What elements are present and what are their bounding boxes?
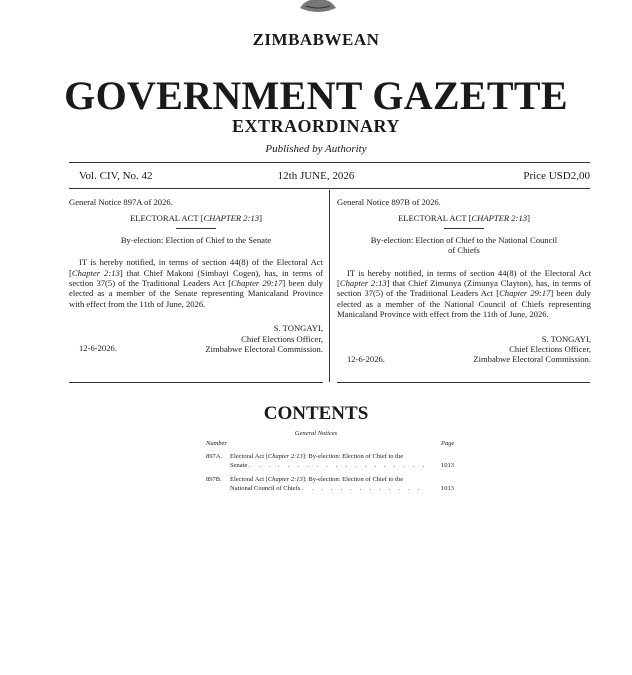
coat-of-arms-icon xyxy=(296,0,340,14)
notice-body: IT is hereby notified, in terms of section 44(8) of the Electoral Act [Chapter 2:13] that Chief Zimunya (Zimunya Clayton), has, in terms of section 37(5) of the Traditional Leaders Act [Chapter 29:17] been duly elected as a member of the National Council of Chiefs representing Manicaland Province with effect from the 11th of June, 2026. xyxy=(337,267,591,320)
column-b-end-rule xyxy=(337,382,590,383)
leader-dots: . . . . . . . . . . . . . . . . . . . . xyxy=(230,462,428,478)
notice-subject: By-election: Election of Chief to the National Council of Chiefs xyxy=(370,234,558,256)
notice-date: 12-6-2026. xyxy=(347,353,385,364)
contents-section: General Notices xyxy=(294,430,338,437)
publication-authority: Published by Authority xyxy=(265,143,367,155)
entry-page: 1013 xyxy=(441,462,454,469)
signatory-name: S. TONGAYI, xyxy=(541,333,591,344)
notice-subject: By-election: Election of Chief to the Senate xyxy=(120,234,272,245)
column-divider xyxy=(329,190,330,382)
act-title: ELECTORAL ACT [CHAPTER 2:13] xyxy=(398,213,530,224)
issue-price: Price USD2,00 xyxy=(523,170,590,182)
signatory-position: Chief Elections Officer, xyxy=(241,333,323,344)
contents-heading: CONTENTS xyxy=(263,403,369,424)
entry-title: Electoral Act [Chapter 2:13]: By-election: Election of Chief to the Senate . . . . . . . . . . . . . . . . . . . . xyxy=(230,453,428,478)
short-rule xyxy=(176,228,216,229)
notice-body: IT is hereby notified, in terms of section 44(8) of the Electoral Act [Chapter 2:13] that Chief Makoni (Simbayi Cogen), has, in terms of section 37(5) of the Traditional Leaders Act [Chapter 29:17] been duly elected as a member of the Senate representing Manicaland Province with effect from the 11th of June, 2026. xyxy=(69,257,323,309)
notice-date: 12-6-2026. xyxy=(79,343,117,354)
leader-dots: . . . . . . . . . . . . . xyxy=(301,485,423,492)
entry-page: 1013 xyxy=(441,485,454,492)
contents-number-header: Number xyxy=(206,440,227,447)
signature-block xyxy=(337,334,591,366)
header-bottom-rule xyxy=(69,188,590,189)
short-rule xyxy=(444,228,484,229)
entry-number: 897B. xyxy=(206,476,222,483)
country-heading: ZIMBABWEAN xyxy=(252,30,380,49)
signatory-position: Chief Elections Officer, xyxy=(509,344,591,355)
volume-number: Vol. CIV, No. 42 xyxy=(79,170,153,182)
signatory-organisation: Zimbabwe Electoral Commission. xyxy=(473,354,591,365)
entry-title: Electoral Act [Chapter 2:13]: By-election: Election of Chief to the National Council of Chiefs . . . . . . . . . . . . . xyxy=(230,476,423,492)
signatory-organisation: Zimbabwe Electoral Commission. xyxy=(205,344,323,355)
signatory-name: S. TONGAYI, xyxy=(273,323,323,334)
notice-897b xyxy=(337,197,591,366)
contents-page-header: Page xyxy=(441,440,455,447)
issue-date: 12th JUNE, 2026 xyxy=(277,170,355,182)
gazette-title: GOVERNMENT GAZETTE xyxy=(64,73,568,118)
notice-897a xyxy=(69,197,323,355)
header-top-rule xyxy=(69,162,590,163)
notice-number: General Notice 897A of 2026. xyxy=(69,197,173,207)
gazette-subtitle: EXTRAORDINARY xyxy=(232,116,400,136)
entry-number: 897A. xyxy=(206,453,223,460)
signature-block xyxy=(69,323,323,355)
notice-number: General Notice 897B of 2026. xyxy=(337,197,441,207)
column-a-end-rule xyxy=(69,382,323,383)
act-title: ELECTORAL ACT [CHAPTER 2:13] xyxy=(130,213,262,224)
